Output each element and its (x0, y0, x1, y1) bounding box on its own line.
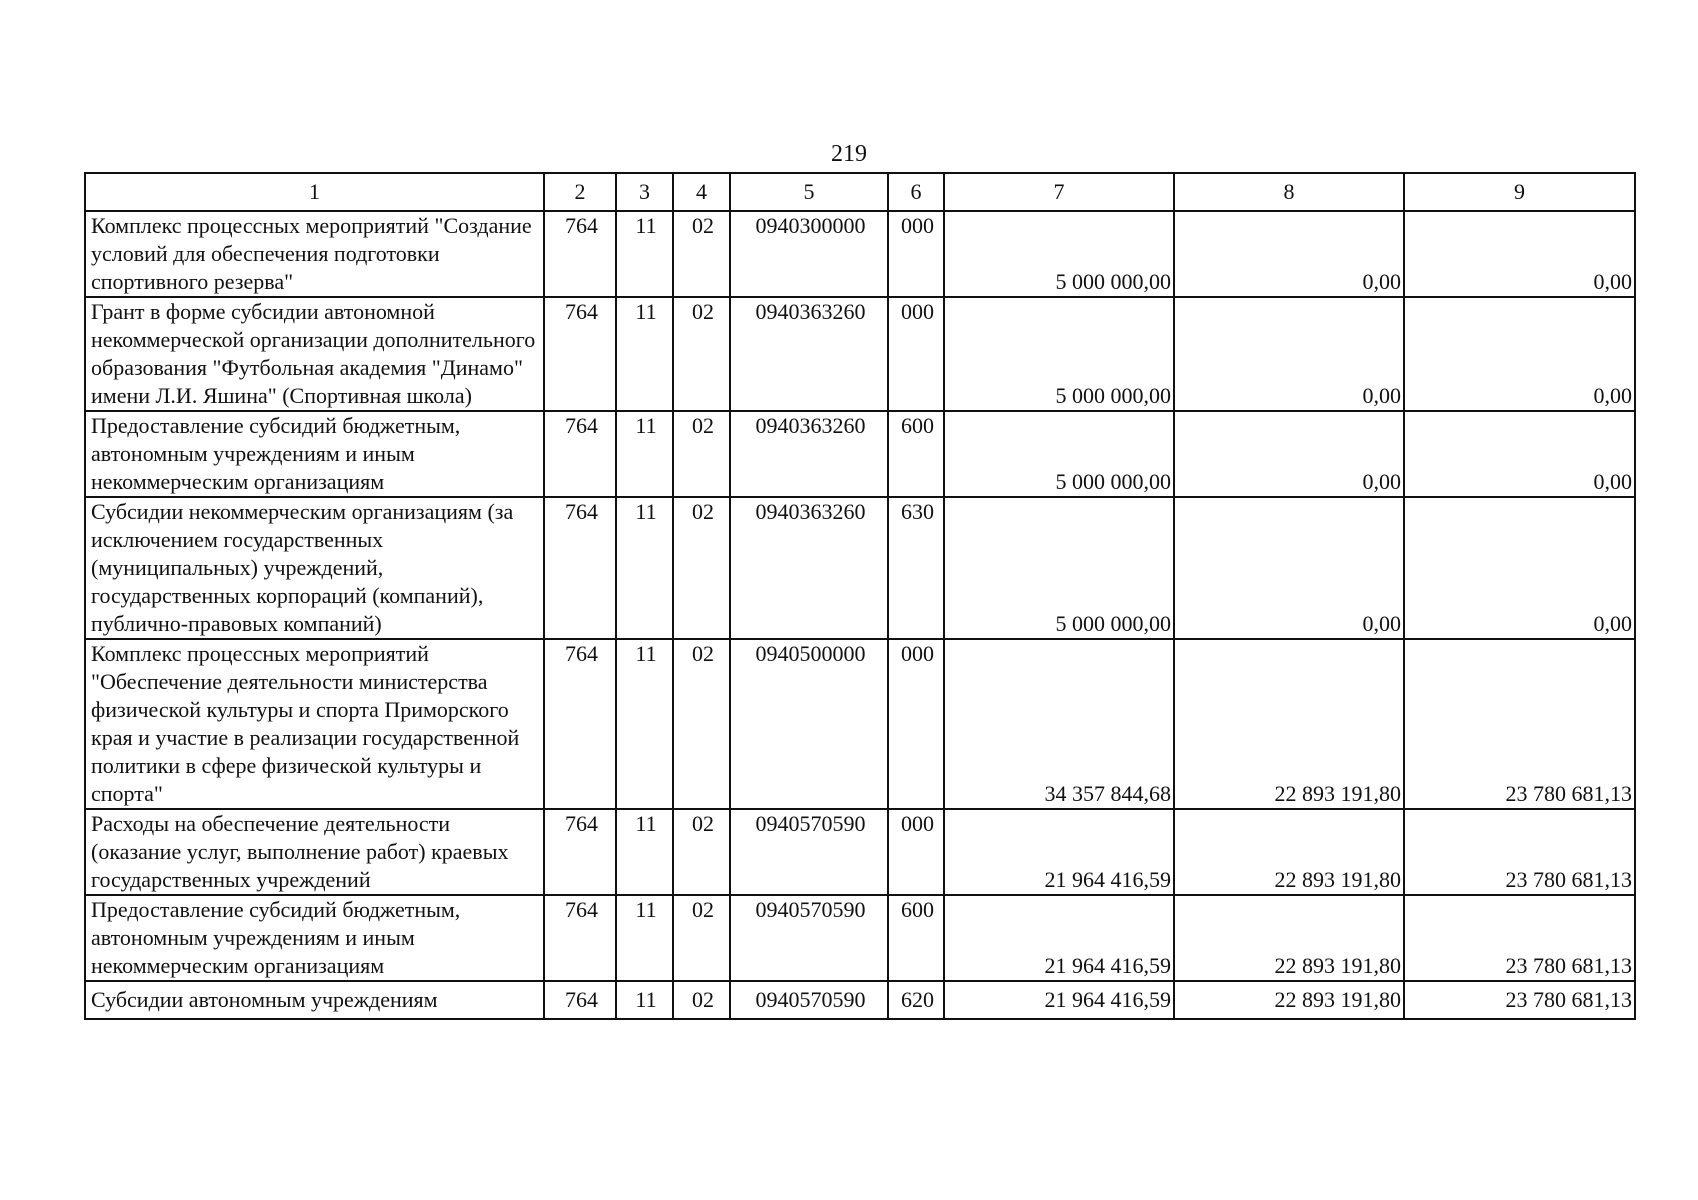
row-name: Расходы на обеспечение деятельности (оказание услуг, выполнение работ) краевых государственных учреждений (85, 809, 544, 895)
table-row (85, 639, 1635, 809)
cell-col6: 000 (888, 809, 944, 895)
table-row (85, 809, 1635, 895)
cell-col6: 600 (888, 411, 944, 497)
cell-col9: 0,00 (1404, 411, 1635, 497)
cell-col7: 21 964 416,59 (944, 895, 1174, 981)
cell-col7: 21 964 416,59 (944, 981, 1174, 1019)
cell-col6: 600 (888, 895, 944, 981)
cell-col9: 0,00 (1404, 297, 1635, 411)
cell-col4: 02 (673, 497, 730, 639)
cell-col5: 0940500000 (730, 639, 888, 809)
cell-col5: 0940570590 (730, 981, 888, 1019)
cell-col5: 0940363260 (730, 497, 888, 639)
row-name: Комплекс процессных мероприятий "Создание условий для обеспечения подготовки спортивного резерва" (85, 211, 544, 297)
cell-col2: 764 (544, 809, 616, 895)
cell-col6: 620 (888, 981, 944, 1019)
header-cell-1: 1 (85, 173, 544, 211)
cell-col8: 22 893 191,80 (1174, 809, 1404, 895)
header-row (85, 173, 1635, 211)
cell-col9: 23 780 681,13 (1404, 895, 1635, 981)
cell-col4: 02 (673, 981, 730, 1019)
row-name: Предоставление субсидий бюджетным, автономным учреждениям и иным некоммерческим организациям (85, 411, 544, 497)
cell-col3: 11 (616, 895, 673, 981)
cell-col7: 5 000 000,00 (944, 497, 1174, 639)
cell-col8: 0,00 (1174, 211, 1404, 297)
page-number: 219 (831, 141, 867, 167)
cell-col6: 000 (888, 297, 944, 411)
cell-col5: 0940300000 (730, 211, 888, 297)
cell-col7: 5 000 000,00 (944, 297, 1174, 411)
cell-col3: 11 (616, 297, 673, 411)
cell-col3: 11 (616, 211, 673, 297)
cell-col4: 02 (673, 809, 730, 895)
header-cell-5: 5 (730, 173, 888, 211)
table-row (85, 895, 1635, 981)
cell-col4: 02 (673, 639, 730, 809)
cell-col2: 764 (544, 639, 616, 809)
budget-table (84, 172, 1636, 1020)
row-name: Грант в форме субсидии автономной некоммерческой организации дополнительного образования "Футбольная академия "Динамо" имени Л.И. Яшина" (Спортивная школа) (85, 297, 544, 411)
table-row (85, 411, 1635, 497)
table-row (85, 297, 1635, 411)
table-row (85, 497, 1635, 639)
cell-col5: 0940570590 (730, 809, 888, 895)
cell-col9: 0,00 (1404, 497, 1635, 639)
cell-col4: 02 (673, 895, 730, 981)
cell-col5: 0940363260 (730, 411, 888, 497)
cell-col8: 0,00 (1174, 297, 1404, 411)
cell-col8: 22 893 191,80 (1174, 895, 1404, 981)
cell-col6: 000 (888, 639, 944, 809)
cell-col8: 0,00 (1174, 411, 1404, 497)
row-name: Субсидии некоммерческим организациям (за исключением государственных (муниципальных) учреждений, государственных корпораций (компаний), публично-правовых компаний) (85, 497, 544, 639)
cell-col8: 22 893 191,80 (1174, 981, 1404, 1019)
cell-col3: 11 (616, 497, 673, 639)
cell-col3: 11 (616, 981, 673, 1019)
cell-col2: 764 (544, 981, 616, 1019)
row-name: Субсидии автономным учреждениям (85, 981, 544, 1019)
cell-col2: 764 (544, 497, 616, 639)
cell-col2: 764 (544, 895, 616, 981)
row-name: Предоставление субсидий бюджетным, автономным учреждениям и иным некоммерческим организациям (85, 895, 544, 981)
cell-col9: 23 780 681,13 (1404, 809, 1635, 895)
cell-col7: 5 000 000,00 (944, 211, 1174, 297)
cell-col7: 21 964 416,59 (944, 809, 1174, 895)
cell-col3: 11 (616, 411, 673, 497)
cell-col7: 34 357 844,68 (944, 639, 1174, 809)
cell-col8: 22 893 191,80 (1174, 639, 1404, 809)
row-name: Комплекс процессных мероприятий "Обеспечение деятельности министерства физической культуры и спорта Приморского края и участие в реализации государственной политики в сфере физической культуры и спорта" (85, 639, 544, 809)
table-row (85, 981, 1635, 1019)
header-cell-2: 2 (544, 173, 616, 211)
header-cell-6: 6 (888, 173, 944, 211)
cell-col7: 5 000 000,00 (944, 411, 1174, 497)
cell-col5: 0940570590 (730, 895, 888, 981)
cell-col8: 0,00 (1174, 497, 1404, 639)
header-cell-3: 3 (616, 173, 673, 211)
cell-col4: 02 (673, 411, 730, 497)
header-cell-7: 7 (944, 173, 1174, 211)
header-cell-9: 9 (1404, 173, 1635, 211)
cell-col9: 0,00 (1404, 211, 1635, 297)
cell-col3: 11 (616, 809, 673, 895)
cell-col2: 764 (544, 297, 616, 411)
cell-col6: 630 (888, 497, 944, 639)
cell-col2: 764 (544, 411, 616, 497)
table-row (85, 211, 1635, 297)
cell-col4: 02 (673, 297, 730, 411)
cell-col9: 23 780 681,13 (1404, 639, 1635, 809)
cell-col3: 11 (616, 639, 673, 809)
cell-col4: 02 (673, 211, 730, 297)
header-cell-8: 8 (1174, 173, 1404, 211)
cell-col2: 764 (544, 211, 616, 297)
header-cell-4: 4 (673, 173, 730, 211)
cell-col5: 0940363260 (730, 297, 888, 411)
cell-col6: 000 (888, 211, 944, 297)
cell-col9: 23 780 681,13 (1404, 981, 1635, 1019)
